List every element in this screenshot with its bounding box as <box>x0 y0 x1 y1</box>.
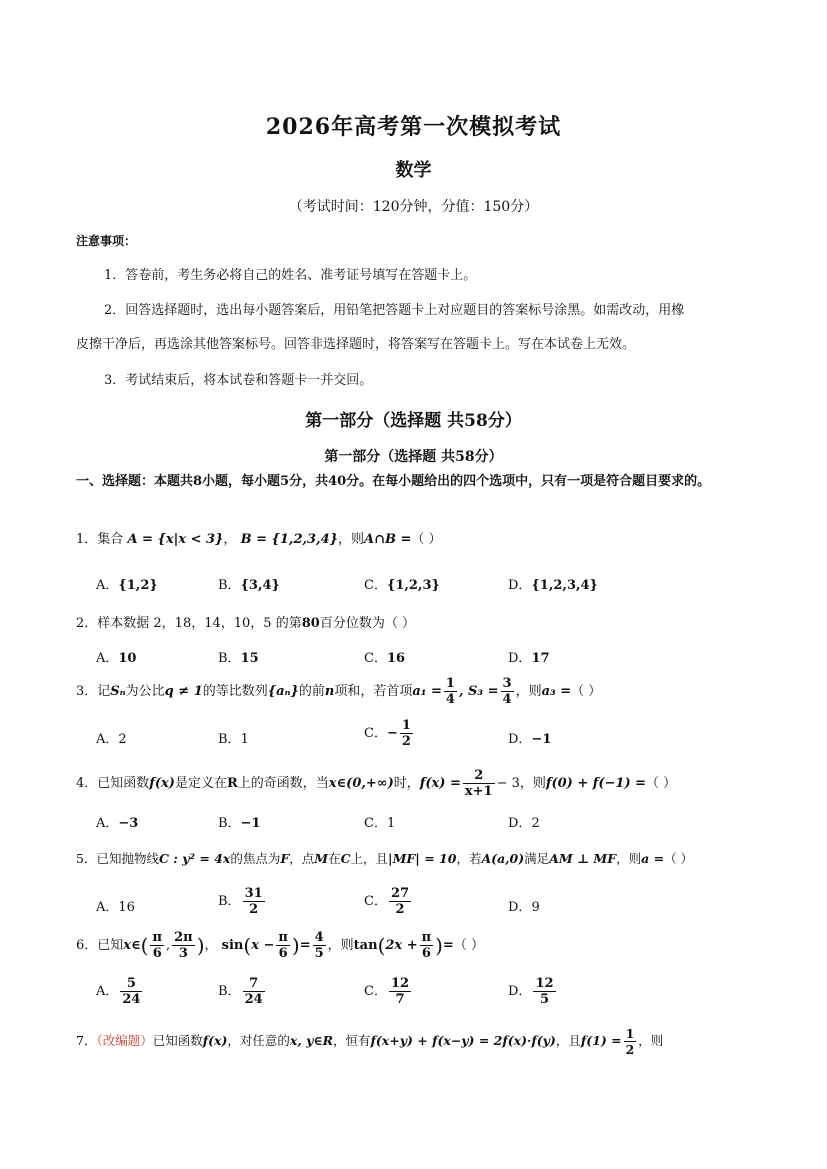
q5-option-d[interactable] <box>508 896 540 915</box>
q7-text: ，且 <box>555 1033 581 1048</box>
q4-text: ，则 <box>519 776 546 791</box>
q1-mid: ，则 <box>338 532 365 547</box>
question-4 <box>76 768 676 799</box>
q4-fx-def: f(x) = <box>419 776 461 791</box>
q6-rparen: ) <box>196 933 205 958</box>
q3-number: 3． <box>76 684 98 699</box>
q4-domain: x∈(0,+∞) <box>328 776 394 791</box>
q7-equation: f(x+y) + f(x−y) = 2f(x)·f(y) <box>370 1033 556 1048</box>
q1-set-b: B = {1,2,3,4} <box>240 532 338 547</box>
part-heading-sub: 第一部分（选择题 共58分） <box>324 449 503 465</box>
q3-sn: Sₙ <box>110 684 126 699</box>
option-label: A． <box>96 816 119 831</box>
option-label: A． <box>96 651 119 666</box>
fraction-numerator: π <box>278 930 288 945</box>
q4-text: 已知函数 <box>97 776 150 791</box>
fraction-denominator: 4 <box>502 692 512 707</box>
q5-text: 上，且 <box>350 851 389 866</box>
q5-point: M <box>314 851 329 866</box>
fraction-denominator: 2 <box>625 1042 635 1057</box>
option-label: C． <box>364 651 387 666</box>
q2-percentile: 80 <box>301 616 320 631</box>
option-label: C． <box>364 578 387 593</box>
q7-xy: x, y∈R <box>289 1033 333 1048</box>
fraction-numerator: 27 <box>390 886 410 901</box>
option-text: 1 <box>386 816 396 831</box>
option-label: A． <box>96 578 119 593</box>
q5-distance: |MF| = 10 <box>388 851 457 866</box>
q3-option-b[interactable] <box>218 728 249 747</box>
option-label: B． <box>218 578 241 593</box>
option-text: {3,4} <box>240 578 280 593</box>
q4-option-d[interactable] <box>508 812 540 831</box>
q6-sin: sin <box>221 938 244 953</box>
q7-fx: f(x) <box>202 1033 228 1048</box>
q1-blank: （ ） <box>411 532 442 547</box>
q4-minus: − 3 <box>496 776 520 791</box>
q4-fraction <box>463 768 495 799</box>
q3-s3: , S₃ = <box>458 684 499 699</box>
q5-text: 的焦点为 <box>230 851 281 866</box>
option-fraction <box>389 886 411 917</box>
q3-fraction-a1 <box>444 676 457 707</box>
fraction-numerator: 1 <box>401 718 411 733</box>
question-2 <box>76 612 415 631</box>
option-text: 17 <box>531 651 550 666</box>
option-fraction <box>400 718 413 749</box>
q6-eq: = <box>299 938 311 953</box>
q5-text: ，点 <box>289 851 315 866</box>
q5-focus: F <box>280 851 290 866</box>
q3-text: 记 <box>97 684 111 699</box>
q2-option-b[interactable] <box>218 647 259 666</box>
q6-blank: （ ） <box>453 938 484 953</box>
notice-heading: 注意事项： <box>76 234 137 248</box>
q5-number: 5． <box>76 851 97 866</box>
q4-number: 4． <box>76 776 98 791</box>
fraction-denominator: 4 <box>445 692 455 707</box>
q7-f1: f(1) = <box>580 1033 622 1048</box>
q3-a1: a₁ = <box>412 684 442 699</box>
q3-n: n <box>324 684 335 699</box>
q3-text: 为公比 <box>125 684 165 699</box>
q5-text: 满足 <box>524 851 550 866</box>
q3-a3: a₃ = <box>541 684 572 699</box>
fraction-numerator: 1 <box>445 676 455 691</box>
q5-parabola: C : y² = 4x <box>158 851 231 866</box>
fraction-denominator: 5 <box>314 946 324 961</box>
exam-time-info: （考试时间：120分钟，分值：150分） <box>288 199 539 215</box>
fraction-numerator: 3 <box>502 676 512 691</box>
q1-number: 1． <box>76 532 98 547</box>
q6-lparen: ( <box>140 933 149 958</box>
q5-point-a: A(a,0) <box>481 851 525 866</box>
option-text: − <box>386 726 398 741</box>
q5-text: ，若 <box>456 851 482 866</box>
fraction-numerator: 2π <box>174 930 193 945</box>
fraction-denominator: 6 <box>152 946 162 961</box>
q2-number: 2． <box>76 616 98 631</box>
option-label: C． <box>364 894 387 909</box>
option-text: −1 <box>531 732 552 747</box>
option-text: {1,2,3} <box>386 578 440 593</box>
exam-subject: 数学 <box>395 160 432 181</box>
part-heading: 第一部分（选择题 共58分） <box>305 411 522 431</box>
option-text: −1 <box>240 816 261 831</box>
q2-option-d[interactable] <box>508 647 550 666</box>
fraction-numerator: 12 <box>390 976 410 991</box>
fraction-denominator: x+1 <box>464 784 493 799</box>
q7-text: ，恒有 <box>332 1033 371 1048</box>
q4-expr: f(0) + f(−1) = <box>545 776 647 791</box>
q3-option-a[interactable] <box>96 728 127 747</box>
q4-blank: （ ） <box>646 776 677 791</box>
q6-option-d[interactable] <box>508 976 558 1007</box>
q5-option-c[interactable] <box>364 886 413 917</box>
q5-option-b[interactable] <box>218 886 267 917</box>
option-fraction <box>243 976 265 1007</box>
q6-frac-4 <box>313 930 326 961</box>
fraction-denominator: 6 <box>421 946 431 961</box>
q1-expr: A∩B = <box>364 532 412 547</box>
q3-ratio: q ≠ 1 <box>164 684 203 699</box>
option-text: 9 <box>531 900 540 915</box>
exam-title: 2026年高考第一次模拟考试 <box>265 114 562 140</box>
fraction-numerator: 31 <box>244 886 263 901</box>
q4-option-b[interactable] <box>218 812 261 831</box>
q2-option-a[interactable] <box>96 647 136 666</box>
q1-set-a: A = {x|x < 3} <box>127 532 224 547</box>
question-5 <box>76 849 693 867</box>
q5-curve: C <box>340 851 351 866</box>
q6-frac-2 <box>172 930 195 961</box>
q4-real-set: R <box>226 776 238 791</box>
q5-text: 在 <box>328 851 341 866</box>
q6-frac-1 <box>150 930 164 961</box>
q5-text: ，则 <box>616 851 642 866</box>
q3-text: 的等比数列 <box>202 684 268 699</box>
q1-option-a[interactable] <box>96 574 158 593</box>
q5-a: a = <box>641 851 665 866</box>
q5-option-a[interactable] <box>96 896 135 915</box>
q7-text: 已知函数 <box>152 1033 203 1048</box>
option-label: D． <box>508 900 532 915</box>
option-text: 16 <box>118 900 135 915</box>
q7-tag: （改编题） <box>96 1033 153 1048</box>
option-label: B． <box>218 894 241 909</box>
q6-sin-arg: x − <box>251 938 275 953</box>
q6-eq: = <box>442 938 454 953</box>
option-fraction <box>389 976 411 1007</box>
option-text: 15 <box>240 651 259 666</box>
q3-text: 的前 <box>298 684 325 699</box>
fraction-denominator: 24 <box>122 992 141 1007</box>
notice-item-1: 1．答卷前，考生务必将自己的姓名、准考证号填写在答题卡上。 <box>104 268 477 283</box>
option-text: 1 <box>240 732 249 747</box>
q3-option-c[interactable] <box>364 718 415 749</box>
option-label: B． <box>218 816 241 831</box>
notice-item-2-cont: 皮擦干净后，再选涂其他答案标号。回答非选择题时，将答案写在答题卡上。写在本试卷上无效。 <box>76 337 636 352</box>
fraction-numerator: 7 <box>243 976 265 992</box>
option-fraction <box>533 976 555 1007</box>
option-label: C． <box>364 984 387 999</box>
question-7 <box>76 1026 663 1057</box>
q3-text: ，则 <box>515 684 542 699</box>
q6-number: 6． <box>76 938 98 953</box>
q6-text: ， <box>204 938 218 953</box>
fraction-numerator: 4 <box>314 930 324 945</box>
option-text: 16 <box>386 651 406 666</box>
option-text: {1,2} <box>118 578 158 593</box>
q1-option-d[interactable] <box>508 574 598 593</box>
q4-option-a[interactable] <box>96 812 138 831</box>
fraction-denominator: 6 <box>278 946 288 961</box>
option-label: C． <box>364 816 387 831</box>
q3-blank: （ ） <box>571 684 602 699</box>
q6-text: 已知 <box>97 938 124 953</box>
q6-comma: , <box>166 938 171 953</box>
fraction-denominator: 5 <box>539 992 549 1007</box>
q2-text: 样本数据 2，18，14，10，5 的第 <box>97 616 302 631</box>
option-label: A． <box>96 900 119 915</box>
fraction-numerator: 12 <box>535 976 554 991</box>
question-1 <box>76 528 442 547</box>
q4-text: 时， <box>393 776 420 791</box>
q4-option-c[interactable] <box>364 812 395 831</box>
q6-x-in: x∈ <box>123 938 141 953</box>
option-label: B． <box>218 732 241 747</box>
option-label: C． <box>364 726 387 741</box>
q4-fx: f(x) <box>149 776 175 791</box>
q5-perp: AM ⊥ MF <box>549 851 617 866</box>
fraction-denominator: 2 <box>249 902 259 917</box>
q2-tail: 百分位数为（ ） <box>319 616 415 631</box>
option-fraction <box>120 976 142 1007</box>
option-label: B． <box>218 651 241 666</box>
notice-item-2: 2．回答选择题时，选出每小题答案后，用铅笔把答题卡上对应题目的答案标号涂黑。如需改动，用橡 <box>104 303 685 318</box>
notice-item-3: 3．考试结束后，将本试卷和答题卡一并交回。 <box>104 373 373 388</box>
q1-option-c[interactable] <box>364 574 440 593</box>
q6-tan-arg: 2x + <box>385 938 418 953</box>
fraction-numerator: 2 <box>463 768 495 784</box>
option-text: 2 <box>531 816 540 831</box>
q7-fraction <box>624 1026 637 1057</box>
option-text: −3 <box>118 816 139 831</box>
fraction-denominator: 7 <box>395 992 405 1007</box>
option-label: D． <box>508 984 532 999</box>
q6-tan: tan <box>353 938 378 953</box>
fraction-denominator: 24 <box>244 992 263 1007</box>
fraction-numerator: 1 <box>625 1026 635 1041</box>
question-3 <box>76 676 601 707</box>
q1-text: 集合 <box>97 532 124 547</box>
option-fraction <box>243 886 265 917</box>
q4-text: 上的奇函数，当 <box>237 776 329 791</box>
q6-frac-3 <box>276 930 290 961</box>
option-label: A． <box>96 732 119 747</box>
q2-option-c[interactable] <box>364 647 405 666</box>
fraction-denominator: 2 <box>401 734 411 749</box>
q5-blank: （ ） <box>664 851 694 866</box>
question-6: 6．已知x∈( $\frac{\pi}{6}$ , $\frac{2\pi}{3}$ )， sin(x − $\frac{\pi}{6}$ )= $\frac{4}{5}$ ，则tan(2x + $\frac{\pi}{6}$ )=（ ） <box>76 930 484 961</box>
section-heading: 一、选择题：本题共8小题，每小题5分，共40分。在每小题给出的四个选项中，只有一项是符合题目要求的。 <box>76 474 711 489</box>
option-label: A． <box>96 984 119 999</box>
q6-option-b[interactable] <box>218 976 267 1007</box>
q4-text: 是定义在 <box>174 776 227 791</box>
q6-frac-5 <box>420 930 434 961</box>
q5-text: 已知抛物线 <box>96 851 159 866</box>
option-label: D． <box>508 578 532 593</box>
fraction-denominator: 2 <box>395 902 405 917</box>
fraction-numerator: π <box>421 930 432 945</box>
option-text: 10 <box>118 651 137 666</box>
q7-tail: ，则 <box>638 1033 664 1048</box>
q7-text: ，对任意的 <box>227 1033 290 1048</box>
q3-text: 项和，若首项 <box>334 684 413 699</box>
q1-sep: ， <box>223 532 237 547</box>
q3-fraction-s3 <box>501 676 514 707</box>
option-text: 2 <box>118 732 127 747</box>
option-label: D． <box>508 732 532 747</box>
option-label: D． <box>508 651 532 666</box>
option-text: {1,2,3,4} <box>531 578 598 593</box>
option-label: B． <box>218 984 241 999</box>
fraction-numerator: 5 <box>120 976 142 992</box>
q1-option-b[interactable] <box>218 574 280 593</box>
fraction-numerator: π <box>152 930 162 945</box>
q3-seq: {aₙ} <box>267 684 299 699</box>
option-label: D． <box>508 816 532 831</box>
fraction-denominator: 3 <box>178 946 188 961</box>
q6-option-c[interactable] <box>364 976 413 1007</box>
q3-option-d[interactable] <box>508 728 551 747</box>
q7-number: 7． <box>76 1033 97 1048</box>
q6-text: ，则 <box>327 938 354 953</box>
q6-option-a[interactable] <box>96 976 144 1007</box>
